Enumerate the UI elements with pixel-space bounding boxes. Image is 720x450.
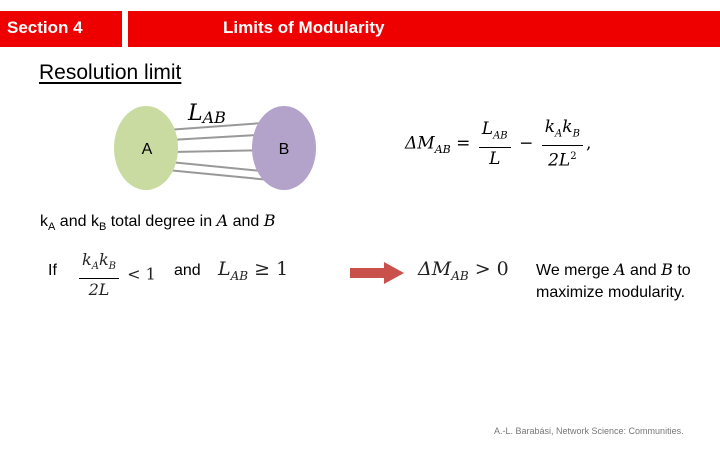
fraction-degrees: $\frac{k_Ak_B}{2L^2}$ [542,117,583,171]
community-a-label: A [141,141,153,158]
section-label: Section 4 [0,11,122,47]
citation: A.-L. Barabási, Network Science: Communities. [494,426,684,436]
positive-modularity-change: $\Delta M_{AB} > 0$ [418,258,509,283]
subtitle: Resolution limit [39,61,182,84]
conclusion-text: We merge A and B to maximize modularity. [536,260,691,301]
community-b-label: B [278,141,290,158]
and-label: and [174,262,201,279]
degree-ratio-fraction: $\frac{k_Ak_B}{2L}$ [79,250,119,300]
slide-header [0,11,720,47]
community-diagram [112,100,332,195]
right-arrow-icon [350,262,404,284]
link-count-label: LAB [188,101,226,127]
slide-title: Limits of Modularity [128,11,720,47]
degree-description: $k_A$ and $k_B$ total degree in A and B [40,211,276,234]
fraction-links: $\frac{L_{AB}}{L}$ [479,119,511,169]
if-label: If [48,262,57,279]
link-line [167,170,270,180]
degree-ratio-condition: $\frac{k_Ak_B}{2L}$ < 1 [76,250,156,300]
modularity-change-formula: $\Delta M_{AB}$ = $\frac{L_{AB}}{L}$ − $\frac{k_Ak_B}{2L^2}$ , [405,117,592,172]
link-condition: $L_{AB} \ge 1$ [218,258,289,283]
